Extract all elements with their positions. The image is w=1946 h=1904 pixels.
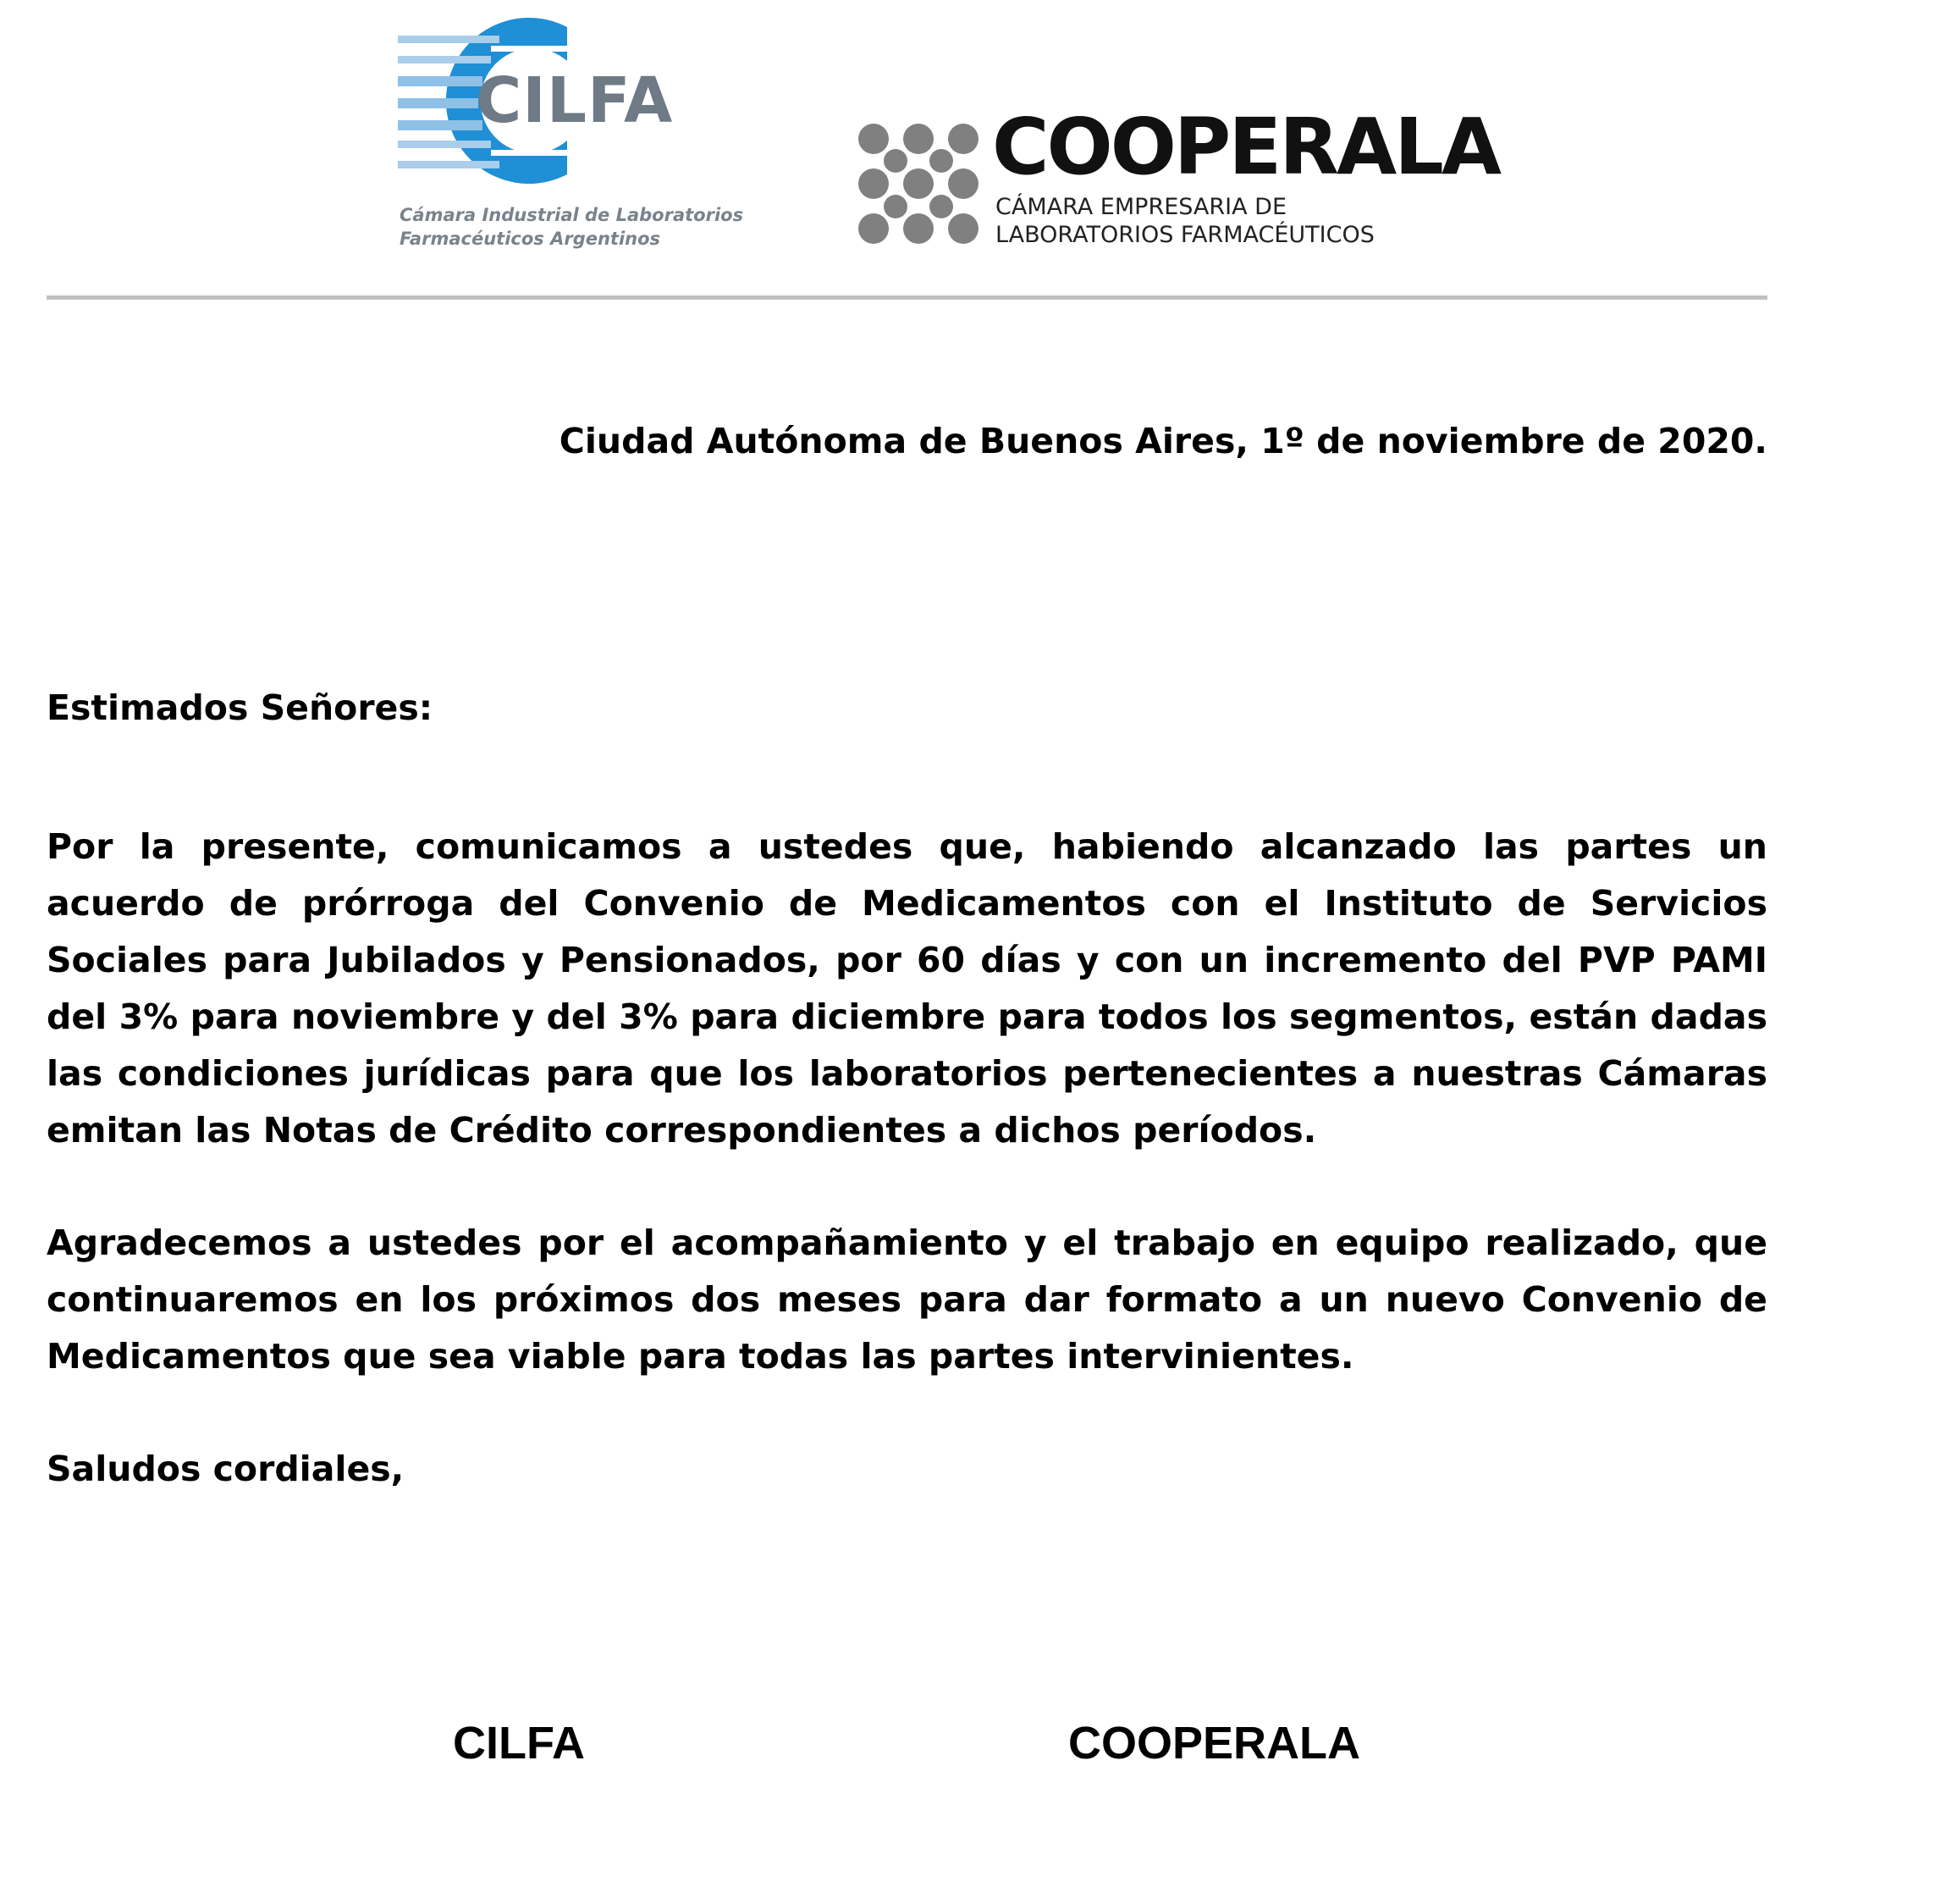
signature-cooperala: COOPERALA: [1068, 1718, 1361, 1769]
cooperala-tagline-line2: LABORATORIOS FARMACÉUTICOS: [995, 222, 1375, 248]
letter-paragraph-2: Agradecemos a ustedes por el acompañamiento y el trabajo en equipo realizado, que continuaremos en los próximos dos meses para dar formato a un nuevo Convenio de Medicamentos que sea viable para todas las partes intervinientes.: [47, 1222, 1767, 1377]
cilfa-tagline: [400, 203, 744, 251]
cooperala-logo-mark: [855, 120, 982, 247]
cilfa-tagline-line2: Farmacéuticos Argentinos: [400, 229, 661, 249]
cilfa-logo: [398, 12, 744, 257]
cooperala-tagline-line1: CÁMARA EMPRESARIA DE: [995, 194, 1287, 220]
cooperala-wordmark: COOPERALA: [992, 102, 1500, 192]
cooperala-tagline: [995, 193, 1503, 249]
letter-closing: Saludos cordiales,: [47, 1449, 405, 1489]
signature-cilfa: CILFA: [453, 1718, 585, 1769]
letter-greeting: Estimados Señores:: [47, 687, 433, 728]
header-divider: [47, 295, 1767, 300]
letter-paragraph-1: Por la presente, comunicamos a ustedes que, habiendo alcanzado las partes un acuerdo de prórroga del Convenio de Medicamentos con el Instituto de Servicios Sociales para Jubilados y Pensionados, por 60 días y con un incremento del PVP PAMI del 3% para noviembre y del 3% para diciembre para todos los segmentos, están dadas las condiciones jurídicas para que los laboratorios pertenecientes a nuestras Cámaras emitan las Notas de Crédito correspondientes a dichos períodos.: [47, 826, 1767, 1151]
cilfa-tagline-line1: Cámara Industrial de Laboratorios: [400, 205, 744, 225]
letter-date: Ciudad Autónoma de Buenos Aires, 1º de noviembre de 2020.: [559, 421, 1767, 461]
cilfa-wordmark: CILFA: [476, 64, 674, 137]
cooperala-logo: [855, 102, 1500, 254]
